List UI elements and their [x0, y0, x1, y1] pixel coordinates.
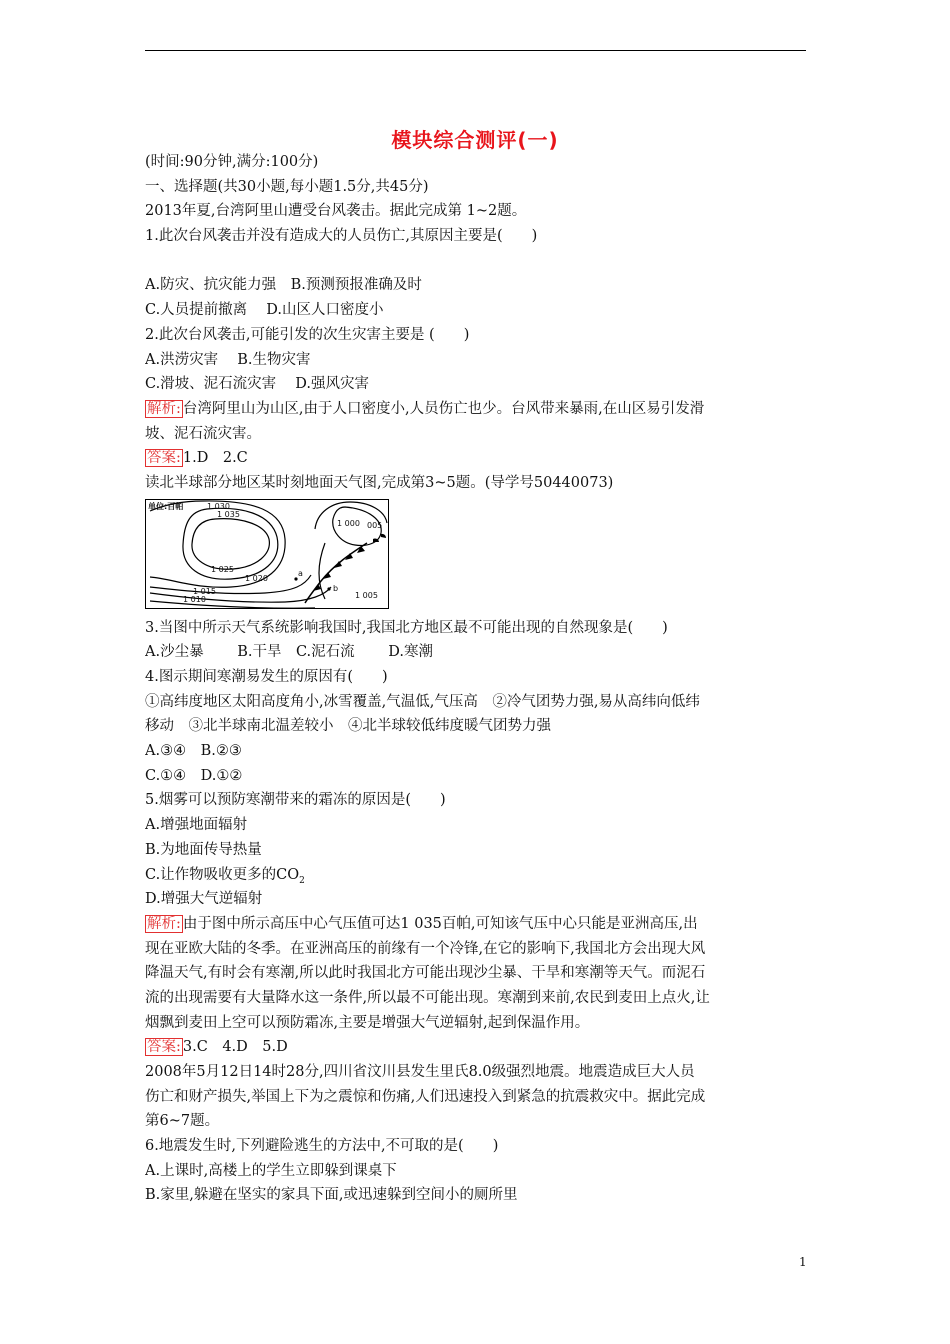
question-6-option-b: B.家里,躲避在坚实的家具下面,或迅速躲到空间小的厕所里	[145, 1187, 518, 1204]
question-2-options-ab: A.洪涝灾害 B.生物灾害	[145, 351, 311, 368]
intro-q3-5: 读北半球部分地区某时刻地面天气图,完成第3~5题。(导学号50440073)	[145, 474, 614, 491]
isobar-label-1020: 1 020	[245, 573, 268, 583]
document-body	[145, 150, 809, 1208]
header-rule	[145, 50, 806, 51]
explanation-2-line-5: 烟飘到麦田上空可以预防霜冻,主要是增强大气逆辐射,起到保温作用。	[145, 1014, 590, 1031]
question-5-option-c	[145, 863, 809, 888]
question-5-option-a: A.增强地面辐射	[145, 817, 248, 834]
question-2-options-cd: C.滑坡、泥石流灾害 D.强风灾害	[145, 376, 370, 393]
co2-subscript: 2	[299, 875, 305, 886]
question-1-options-ab: A.防灾、抗灾能力强 B.预测预报准确及时	[145, 277, 422, 294]
answer-2-line	[145, 1035, 809, 1060]
answer-tag: 答案:	[147, 1039, 181, 1056]
question-3: 3.当图中所示天气系统影响我国时,我国北方地区最不可能出现的自然现象是( )	[145, 619, 668, 636]
isobar-label-1005: 1 005	[355, 590, 378, 600]
intro-q1-2: 2013年夏,台湾阿里山遭受台风袭击。据此完成第 1~2题。	[145, 203, 527, 220]
question-6: 6.地震发生时,下列避险逃生的方法中,不可取的是( )	[145, 1138, 499, 1155]
answer-1-text: 1.D 2.C	[182, 450, 248, 467]
explanation-1-line	[145, 397, 809, 422]
isobar-label-1015: 1 015	[193, 586, 216, 596]
explanation-tag: 解析:	[147, 400, 181, 417]
question-4: 4.图示期间寒潮易发生的原因有( )	[145, 669, 388, 685]
blank-line	[145, 249, 809, 274]
point-a-label: a	[298, 568, 303, 578]
question-5-option-d: D.增强大气逆辐射	[145, 891, 263, 908]
weather-map-figure	[145, 499, 391, 611]
unit-label: 单位:百帕	[148, 501, 184, 511]
explanation-1-line-2: 坡、泥石流灾害。	[145, 425, 261, 442]
question-6-option-a: A.上课时,高楼上的学生立即躲到课桌下	[145, 1162, 397, 1179]
isobar-label-1025: 1 025	[211, 564, 234, 574]
question-2: 2.此次台风袭击,可能引发的次生灾害主要是 ( )	[145, 326, 470, 343]
isobar-label-1010: 1 010	[183, 594, 206, 604]
exam-info: (时间:90分钟,满分:100分)	[145, 154, 319, 170]
question-1-options-cd: C.人员提前撤离 D.山区人口密度小	[145, 302, 384, 319]
page-title: 模块综合测评(一)	[391, 128, 559, 152]
page-number: 1	[799, 1255, 807, 1269]
section-heading: 一、选择题(共30小题,每小题1.5分,共45分)	[145, 178, 429, 195]
isobar-label-005: 005	[367, 520, 383, 530]
answer-2-text: 3.C 4.D 5.D	[182, 1039, 288, 1056]
answer-1-line	[145, 446, 809, 471]
question-4-options-cd: C.①④ D.①②	[145, 767, 243, 784]
answer-tag: 答案:	[147, 450, 181, 467]
question-1: 1.此次台风袭击并没有造成大的人员伤亡,其原因主要是( )	[145, 228, 538, 245]
explanation-2-line	[145, 912, 809, 937]
intro-q6-7-line-3: 第6~7题。	[145, 1113, 220, 1130]
option-c-text: C.让作物吸收更多的CO	[145, 866, 300, 883]
isobar-label-1000: 1 000	[337, 518, 360, 528]
isobar-label-1035: 1 035	[217, 509, 240, 519]
explanation-2-text: 由于图中所示高压中心气压值可达1 035百帕,可知该气压中心只能是亚洲高压,出	[182, 915, 698, 932]
intro-q6-7-line-1: 2008年5月12日14时28分,四川省汶川县发生里氏8.0级强烈地震。地震造成巨大人员	[145, 1064, 695, 1080]
explanation-tag: 解析:	[147, 915, 181, 932]
question-4-statements-1: ①高纬度地区太阳高度角小,冰雪覆盖,气温低,气压高 ②冷气团势力强,易从高纬向低纬	[145, 693, 700, 710]
isobar-label-1030: 1 030	[207, 501, 230, 511]
explanation-2-line-3: 降温天气,有时会有寒潮,所以此时我国北方可能出现沙尘暴、干旱和寒潮等天气。而泥石	[145, 965, 706, 982]
question-3-options: A.沙尘暴 B.干旱 C.泥石流 D.寒潮	[145, 644, 433, 661]
question-5-option-b: B.为地面传导热量	[145, 841, 262, 858]
point-b-label: b	[333, 583, 339, 593]
explanation-1-text: 台湾阿里山为山区,由于人口密度小,人员伤亡也少。台风带来暴雨,在山区易引发滑	[182, 400, 705, 417]
intro-q6-7-line-2: 伤亡和财产损失,举国上下为之震惊和伤痛,人们迅速投入到紧急的抗震救灾中。据此完成	[145, 1088, 706, 1105]
question-5: 5.烟雾可以预防寒潮带来的霜冻的原因是( )	[145, 792, 446, 809]
explanation-2-line-2: 现在亚欧大陆的冬季。在亚洲高压的前缘有一个冷锋,在它的影响下,我国北方会出现大风	[145, 940, 706, 957]
question-4-statements-2: 移动 ③北半球南北温差较小 ④北半球较低纬度暖气团势力强	[145, 718, 551, 735]
question-4-options-ab: A.③④ B.②③	[145, 743, 242, 760]
explanation-2-line-4: 流的出现需要有大量降水这一条件,所以最不可能出现。寒潮到来前,农民到麦田上点火,让	[145, 989, 710, 1006]
